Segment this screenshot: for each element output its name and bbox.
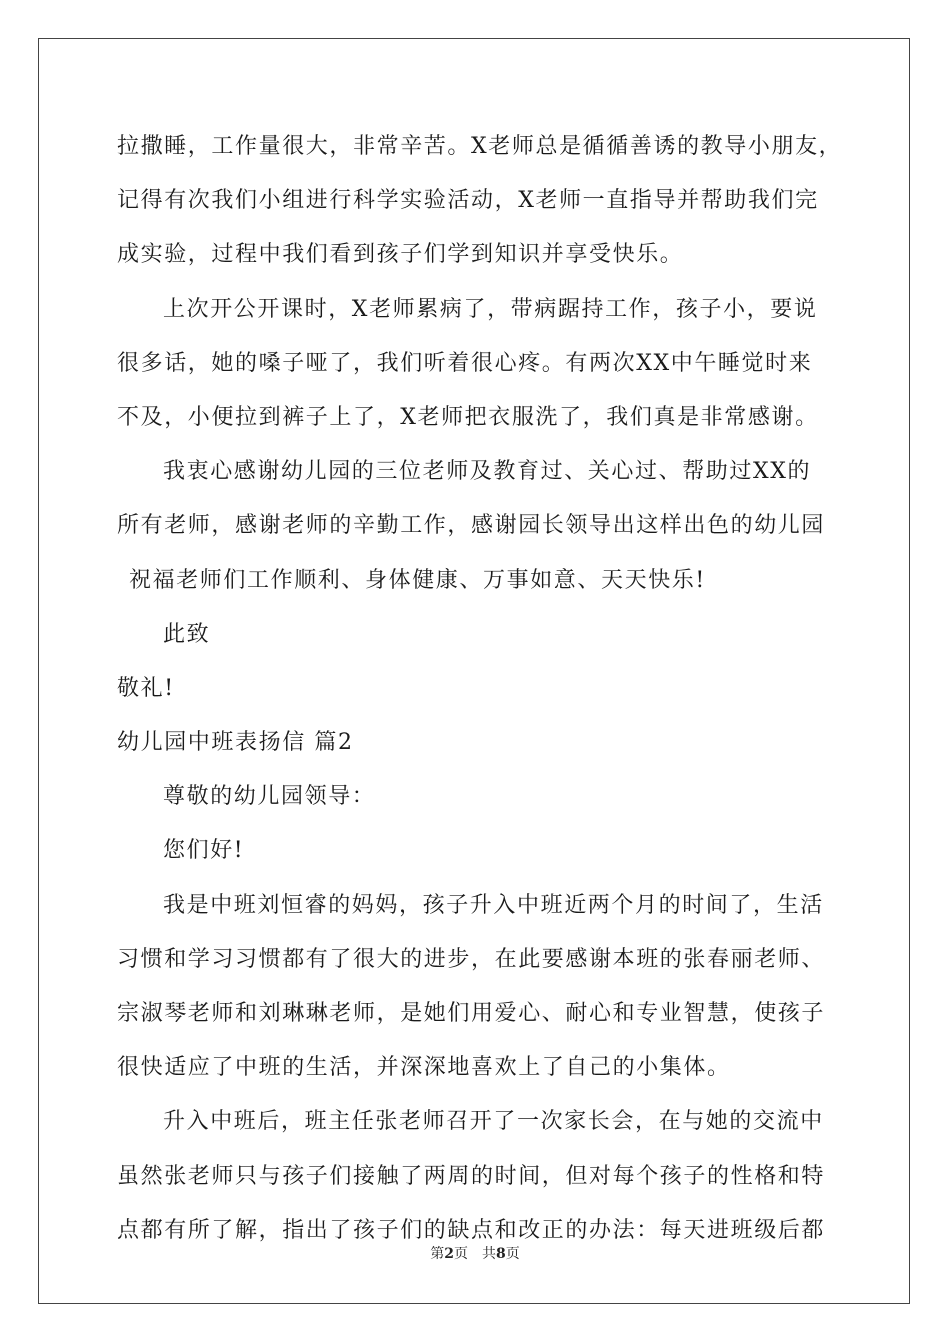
text-line: 习惯和学习习惯都有了很大的进步，在此要感谢本班的张春丽老师、	[117, 946, 826, 972]
text-line: 升入中班后，班主任张老师召开了一次家长会，在与她的交流中	[163, 1109, 824, 1135]
footer-suffix: 页	[505, 1246, 520, 1262]
section-heading: 幼儿园中班表扬信 篇2	[117, 730, 354, 756]
footer-page-number: 2	[444, 1246, 454, 1262]
footer-prefix: 第	[430, 1246, 445, 1262]
letter-greeting: 尊敬的幼儿园领导：	[163, 784, 376, 810]
text-line: 很多话，她的嗓子哑了，我们听着很心疼。有两次XX中午睡觉时来	[117, 350, 813, 376]
text-line: 祝福老师们工作顺利、身体健康、万事如意、天天快乐!	[129, 567, 706, 593]
text-line: 点都有所了解，指出了孩子们的缺点和改正的办法：每天进班级后都	[117, 1217, 826, 1243]
footer-page-total: 8	[496, 1246, 506, 1262]
text-line: 成实验，过程中我们看到孩子们学到知识并享受快乐。	[117, 242, 684, 268]
text-line: 记得有次我们小组进行科学实验活动，X老师一直指导并帮助我们完	[117, 188, 819, 214]
page-footer	[0, 1244, 950, 1264]
closing-regards: 敬礼!	[117, 675, 175, 701]
text-line: 上次开公开课时，X老师累病了，带病踞持工作，孩子小，要说	[163, 296, 818, 322]
text-line: 不及，小便拉到裤子上了，X老师把衣服洗了，我们真是非常感谢。	[117, 404, 819, 430]
text-line: 所有老师，感谢老师的辛勤工作，感谢园长领导出这样出色的幼儿园	[117, 513, 826, 539]
closing-salutation: 此致	[163, 621, 211, 647]
text-line: 很快适应了中班的生活，并深深地喜欢上了自己的小集体。	[117, 1055, 731, 1081]
text-line: 我是中班刘恒睿的妈妈，孩子升入中班近两个月的时间了，生活	[163, 892, 824, 918]
footer-mid: 页 共	[454, 1246, 496, 1262]
text-line: 宗淑琴老师和刘琳琳老师，是她们用爱心、耐心和专业智慧，使孩子	[117, 1001, 826, 1026]
letter-hello: 您们好!	[163, 838, 245, 864]
text-line: 虽然张老师只与孩子们接触了两周的时间，但对每个孩子的性格和特	[117, 1163, 826, 1189]
text-line: 我衷心感谢幼儿园的三位老师及教育过、关心过、帮助过XX的	[163, 459, 812, 485]
document-body	[117, 128, 843, 1266]
text-line: 拉撒睡，工作量很大，非常辛苦。X老师总是循循善诱的教导小朋友，	[117, 134, 843, 159]
